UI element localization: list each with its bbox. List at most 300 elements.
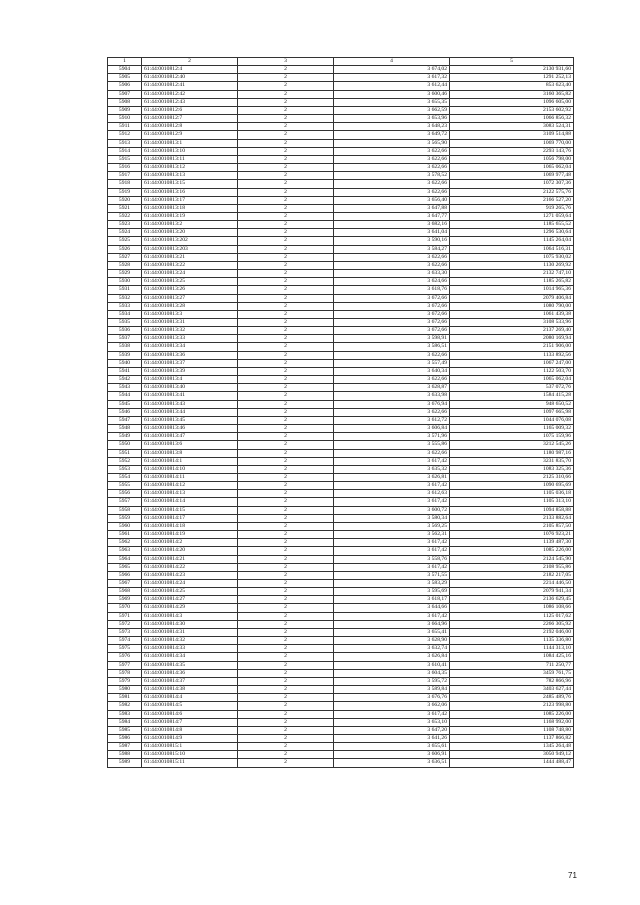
value-cell: 1144 313,10: [450, 645, 574, 653]
value-cell: 1185 265,82: [450, 278, 574, 286]
cadastral-number-cell: 61:44:0010814:31: [142, 628, 238, 636]
cadastral-number-cell: 61:44:0010814:1: [142, 457, 238, 465]
category-cell: 2: [238, 196, 334, 204]
rate-cell: 3 622,66: [334, 449, 450, 457]
table-row: [108, 734, 574, 742]
rate-cell: 3 622,66: [334, 155, 450, 163]
value-cell: 948 650,52: [450, 400, 574, 408]
value-cell: 1083 325,36: [450, 465, 574, 473]
table-row: [108, 612, 574, 620]
category-cell: 2: [238, 261, 334, 269]
table-row: [108, 416, 574, 424]
category-cell: 2: [238, 645, 334, 653]
table-row: [108, 669, 574, 677]
row-number-cell: 5985: [108, 726, 142, 734]
rate-cell: 3 606,91: [334, 751, 450, 759]
cadastral-number-cell: 61:44:0010813:22: [142, 261, 238, 269]
table-row: [108, 172, 574, 180]
row-number-cell: 5917: [108, 172, 142, 180]
row-number-cell: 5913: [108, 139, 142, 147]
table-row: [108, 343, 574, 351]
table-row: [108, 106, 574, 114]
rate-cell: 3 632,74: [334, 645, 450, 653]
row-number-cell: 5967: [108, 580, 142, 588]
cadastral-number-cell: 61:44:0010814:19: [142, 531, 238, 539]
cadastral-number-cell: 61:44:0010812:42: [142, 90, 238, 98]
value-cell: 2153 602,92: [450, 106, 574, 114]
category-cell: 2: [238, 555, 334, 563]
row-number-cell: 5940: [108, 359, 142, 367]
rate-cell: 3 583,29: [334, 580, 450, 588]
row-number-cell: 5974: [108, 637, 142, 645]
row-number-cell: 5942: [108, 376, 142, 384]
row-number-cell: 5933: [108, 302, 142, 310]
value-cell: 2108 955,86: [450, 563, 574, 571]
value-cell: 2166 527,20: [450, 196, 574, 204]
row-number-cell: 5936: [108, 327, 142, 335]
category-cell: 2: [238, 343, 334, 351]
category-cell: 2: [238, 596, 334, 604]
cadastral-number-cell: 61:44:0010814:23: [142, 571, 238, 579]
cadastral-number-cell: 61:44:0010815:1: [142, 743, 238, 751]
row-number-cell: 5987: [108, 743, 142, 751]
rate-cell: 3 590,16: [334, 237, 450, 245]
table-row: [108, 571, 574, 579]
cadastral-number-cell: 61:44:0010813:43: [142, 400, 238, 408]
row-number-cell: 5935: [108, 319, 142, 327]
row-number-cell: 5939: [108, 351, 142, 359]
cadastral-number-cell: 61:44:0010813:25: [142, 278, 238, 286]
table-row: [108, 653, 574, 661]
cadastral-number-cell: 61:44:0010813:37: [142, 359, 238, 367]
category-cell: 2: [238, 172, 334, 180]
category-cell: 2: [238, 164, 334, 172]
value-cell: 782 866,96: [450, 677, 574, 685]
row-number-cell: 5943: [108, 384, 142, 392]
row-number-cell: 5964: [108, 555, 142, 563]
table-row: [108, 351, 574, 359]
row-number-cell: 5932: [108, 294, 142, 302]
table-row: [108, 490, 574, 498]
header-cell-4: 4: [334, 58, 450, 66]
cadastral-number-cell: 61:44:0010814:8: [142, 726, 238, 734]
category-cell: 2: [238, 359, 334, 367]
row-number-cell: 5969: [108, 596, 142, 604]
rate-cell: 3 622,66: [334, 188, 450, 196]
cadastral-number-cell: 61:44:0010813:13: [142, 172, 238, 180]
cadastral-number-cell: 61:44:0010813:203: [142, 245, 238, 253]
value-cell: 3231 835,70: [450, 457, 574, 465]
cadastral-number-cell: 61:44:0010814:35: [142, 661, 238, 669]
category-cell: 2: [238, 237, 334, 245]
category-cell: 2: [238, 286, 334, 294]
cadastral-number-cell: 61:44:0010813:26: [142, 286, 238, 294]
rate-cell: 3 662,06: [334, 702, 450, 710]
table-row: [108, 400, 574, 408]
rate-cell: 3 622,66: [334, 253, 450, 261]
cadastral-number-cell: 61:44:0010813:39: [142, 367, 238, 375]
rate-cell: 3 647,88: [334, 204, 450, 212]
value-cell: 2079 941,34: [450, 588, 574, 596]
category-cell: 2: [238, 490, 334, 498]
category-cell: 2: [238, 82, 334, 90]
table-row: [108, 743, 574, 751]
table-row: [108, 164, 574, 172]
value-cell: 2293 143,76: [450, 147, 574, 155]
category-cell: 2: [238, 221, 334, 229]
header-cell-1: 1: [108, 58, 142, 66]
rate-cell: 3 628,87: [334, 384, 450, 392]
cadastral-number-cell: 61:44:0010813:44: [142, 408, 238, 416]
category-cell: 2: [238, 539, 334, 547]
rate-cell: 3 672,66: [334, 294, 450, 302]
value-cell: 3212 545,26: [450, 441, 574, 449]
rate-cell: 3 641,04: [334, 229, 450, 237]
value-cell: 3108 533,96: [450, 319, 574, 327]
table-row: [108, 302, 574, 310]
category-cell: 2: [238, 514, 334, 522]
table-row: [108, 759, 574, 767]
value-cell: 2136 629,45: [450, 596, 574, 604]
value-cell: 2214 446,50: [450, 580, 574, 588]
cadastral-number-cell: 61:44:0010814:34: [142, 653, 238, 661]
value-cell: 1168 992,00: [450, 718, 574, 726]
row-number-cell: 5928: [108, 261, 142, 269]
value-cell: 1180 987,16: [450, 449, 574, 457]
rate-cell: 3 600,46: [334, 90, 450, 98]
table-row: [108, 522, 574, 530]
cadastral-number-cell: 61:44:0010812:8: [142, 123, 238, 131]
category-cell: 2: [238, 465, 334, 473]
table-row: [108, 482, 574, 490]
category-cell: 2: [238, 661, 334, 669]
row-number-cell: 5931: [108, 286, 142, 294]
table-row: [108, 253, 574, 261]
rate-cell: 3 571,96: [334, 433, 450, 441]
rate-cell: 3 633,98: [334, 392, 450, 400]
category-cell: 2: [238, 441, 334, 449]
cadastral-number-cell: 61:44:0010814:14: [142, 498, 238, 506]
table-row: [108, 82, 574, 90]
cadastral-number-cell: 61:44:0010814:17: [142, 514, 238, 522]
rate-cell: 3 628,90: [334, 637, 450, 645]
rate-cell: 3 622,66: [334, 376, 450, 384]
row-number-cell: 5965: [108, 563, 142, 571]
rate-cell: 3 676,94: [334, 400, 450, 408]
category-cell: 2: [238, 743, 334, 751]
cadastral-number-cell: 61:44:0010813:20: [142, 229, 238, 237]
category-cell: 2: [238, 302, 334, 310]
row-number-cell: 5941: [108, 367, 142, 375]
cadastral-number-cell: 61:44:0010814:33: [142, 645, 238, 653]
cadastral-number-cell: 61:44:0010814:12: [142, 482, 238, 490]
row-number-cell: 5926: [108, 245, 142, 253]
value-cell: 1075 159,96: [450, 433, 574, 441]
value-cell: 2130 931,60: [450, 66, 574, 74]
table-row: [108, 229, 574, 237]
rate-cell: 3 622,66: [334, 261, 450, 269]
value-cell: 2124 545,90: [450, 555, 574, 563]
row-number-cell: 5963: [108, 547, 142, 555]
rate-cell: 3 580,34: [334, 514, 450, 522]
value-cell: 1097 665,98: [450, 408, 574, 416]
row-number-cell: 5984: [108, 718, 142, 726]
cadastral-number-cell: 61:44:0010813:19: [142, 212, 238, 220]
category-cell: 2: [238, 66, 334, 74]
table-row: [108, 155, 574, 163]
rate-cell: 3 578,52: [334, 172, 450, 180]
category-cell: 2: [238, 376, 334, 384]
row-number-cell: 5982: [108, 702, 142, 710]
data-table: [107, 57, 574, 768]
row-number-cell: 5904: [108, 66, 142, 74]
rate-cell: 3 647,77: [334, 212, 450, 220]
row-number-cell: 5918: [108, 180, 142, 188]
value-cell: 2122 575,76: [450, 188, 574, 196]
value-cell: 3160 365,82: [450, 90, 574, 98]
row-number-cell: 5910: [108, 115, 142, 123]
cadastral-number-cell: 61:44:0010814:37: [142, 677, 238, 685]
row-number-cell: 5953: [108, 465, 142, 473]
value-cell: 853 623,40: [450, 82, 574, 90]
page-number: 71: [568, 871, 577, 880]
value-cell: 1044 076,08: [450, 416, 574, 424]
table-row: [108, 131, 574, 139]
category-cell: 2: [238, 482, 334, 490]
table-row: [108, 555, 574, 563]
table-row: [108, 531, 574, 539]
table-row: [108, 245, 574, 253]
row-number-cell: 5919: [108, 188, 142, 196]
cadastral-number-cell: 61:44:0010814:32: [142, 637, 238, 645]
rate-cell: 3 618,76: [334, 286, 450, 294]
rate-cell: 3 626,81: [334, 473, 450, 481]
table-row: [108, 433, 574, 441]
row-number-cell: 5945: [108, 400, 142, 408]
value-cell: 1296 530,64: [450, 229, 574, 237]
cadastral-number-cell: 61:44:0010814:21: [142, 555, 238, 563]
row-number-cell: 5959: [108, 514, 142, 522]
category-cell: 2: [238, 74, 334, 82]
value-cell: 1061 439,38: [450, 310, 574, 318]
category-cell: 2: [238, 204, 334, 212]
category-cell: 2: [238, 245, 334, 253]
category-cell: 2: [238, 400, 334, 408]
table-row: [108, 425, 574, 433]
row-number-cell: 5911: [108, 123, 142, 131]
value-cell: 1125 017,62: [450, 612, 574, 620]
value-cell: 1064 516,31: [450, 245, 574, 253]
cadastral-number-cell: 61:44:0010813:202: [142, 237, 238, 245]
cadastral-number-cell: 61:44:0010813:45: [142, 416, 238, 424]
rate-cell: 3 610,41: [334, 661, 450, 669]
category-cell: 2: [238, 473, 334, 481]
category-cell: 2: [238, 115, 334, 123]
cadastral-number-cell: 61:44:0010813:15: [142, 180, 238, 188]
value-cell: 1056 798,00: [450, 155, 574, 163]
rate-cell: 3 636,51: [334, 759, 450, 767]
cadastral-number-cell: 61:44:0010814:20: [142, 547, 238, 555]
row-number-cell: 5989: [108, 759, 142, 767]
value-cell: 1090 695,69: [450, 482, 574, 490]
cadastral-number-cell: 61:44:0010813:31: [142, 319, 238, 327]
category-cell: 2: [238, 506, 334, 514]
row-number-cell: 5912: [108, 131, 142, 139]
category-cell: 2: [238, 710, 334, 718]
cadastral-number-cell: 61:44:0010813:27: [142, 294, 238, 302]
value-cell: 1584 415,28: [450, 392, 574, 400]
row-number-cell: 5937: [108, 335, 142, 343]
rate-cell: 3 644,66: [334, 604, 450, 612]
value-cell: 919 265,76: [450, 204, 574, 212]
cadastral-number-cell: 61:44:0010813:4: [142, 376, 238, 384]
cadastral-number-cell: 61:44:0010812:41: [142, 82, 238, 90]
row-number-cell: 5958: [108, 506, 142, 514]
value-cell: 1105 036,18: [450, 490, 574, 498]
value-cell: 2105 857,50: [450, 522, 574, 530]
category-cell: 2: [238, 449, 334, 457]
row-number-cell: 5938: [108, 343, 142, 351]
row-number-cell: 5930: [108, 278, 142, 286]
category-cell: 2: [238, 188, 334, 196]
cadastral-number-cell: 61:44:0010813:32: [142, 327, 238, 335]
value-cell: 1130 269,92: [450, 261, 574, 269]
category-cell: 2: [238, 563, 334, 571]
row-number-cell: 5946: [108, 408, 142, 416]
rate-cell: 3 653,96: [334, 115, 450, 123]
table-row: [108, 115, 574, 123]
category-cell: 2: [238, 229, 334, 237]
cadastral-number-cell: 61:44:0010814:29: [142, 604, 238, 612]
category-cell: 2: [238, 253, 334, 261]
table-row: [108, 596, 574, 604]
table-row: [108, 359, 574, 367]
rate-cell: 3 647,20: [334, 726, 450, 734]
cadastral-number-cell: 61:44:0010814:38: [142, 686, 238, 694]
value-cell: 3459 761,75: [450, 669, 574, 677]
category-cell: 2: [238, 392, 334, 400]
cadastral-number-cell: 61:44:0010814:15: [142, 506, 238, 514]
category-cell: 2: [238, 531, 334, 539]
cadastral-number-cell: 61:44:0010813:16: [142, 188, 238, 196]
value-cell: 2182 217,05: [450, 571, 574, 579]
rate-cell: 3 622,66: [334, 408, 450, 416]
table-row: [108, 702, 574, 710]
row-number-cell: 5950: [108, 441, 142, 449]
value-cell: 1069 977,48: [450, 172, 574, 180]
row-number-cell: 5976: [108, 653, 142, 661]
category-cell: 2: [238, 604, 334, 612]
table-row: [108, 270, 574, 278]
value-cell: 1096 605,00: [450, 98, 574, 106]
row-number-cell: 5968: [108, 588, 142, 596]
value-cell: 1105 313,10: [450, 498, 574, 506]
rate-cell: 3 606,84: [334, 425, 450, 433]
category-cell: 2: [238, 310, 334, 318]
cadastral-number-cell: 61:44:0010813:3: [142, 310, 238, 318]
row-number-cell: 5983: [108, 710, 142, 718]
table-row: [108, 449, 574, 457]
rate-cell: 3 622,66: [334, 180, 450, 188]
table-body: [108, 66, 574, 767]
rate-cell: 3 682,16: [334, 221, 450, 229]
cadastral-number-cell: 61:44:0010812:43: [142, 98, 238, 106]
cadastral-number-cell: 61:44:0010813:2: [142, 221, 238, 229]
table-row: [108, 473, 574, 481]
category-cell: 2: [238, 155, 334, 163]
rate-cell: 3 598,91: [334, 335, 450, 343]
cadastral-number-cell: 61:44:0010813:47: [142, 433, 238, 441]
value-cell: 1065 062,04: [450, 164, 574, 172]
cadastral-number-cell: 61:44:0010813:6: [142, 441, 238, 449]
category-cell: 2: [238, 498, 334, 506]
table-row: [108, 123, 574, 131]
category-cell: 2: [238, 571, 334, 579]
table-row: [108, 686, 574, 694]
category-cell: 2: [238, 106, 334, 114]
value-cell: 1067 247,00: [450, 359, 574, 367]
table-row: [108, 604, 574, 612]
table-row: [108, 718, 574, 726]
table-row: [108, 367, 574, 375]
row-number-cell: 5954: [108, 473, 142, 481]
row-number-cell: 5977: [108, 661, 142, 669]
cadastral-number-cell: 61:44:0010812:7: [142, 115, 238, 123]
table-header: [108, 58, 574, 66]
row-number-cell: 5921: [108, 204, 142, 212]
rate-cell: 3 672,66: [334, 327, 450, 335]
category-cell: 2: [238, 588, 334, 596]
row-number-cell: 5915: [108, 155, 142, 163]
category-cell: 2: [238, 294, 334, 302]
value-cell: 2079 406,84: [450, 294, 574, 302]
table-row: [108, 506, 574, 514]
rate-cell: 3 600,72: [334, 506, 450, 514]
value-cell: 1271 059,64: [450, 212, 574, 220]
table-row: [108, 465, 574, 473]
table-row: [108, 694, 574, 702]
table-row: [108, 147, 574, 155]
value-cell: 1065 062,04: [450, 376, 574, 384]
row-number-cell: 5980: [108, 686, 142, 694]
table-row: [108, 384, 574, 392]
table-row: [108, 221, 574, 229]
rate-cell: 3 557,49: [334, 359, 450, 367]
table-row: [108, 98, 574, 106]
value-cell: 1133 892,56: [450, 351, 574, 359]
cadastral-number-cell: 61:44:0010813:46: [142, 425, 238, 433]
row-number-cell: 5978: [108, 669, 142, 677]
category-cell: 2: [238, 98, 334, 106]
table-row: [108, 196, 574, 204]
value-cell: 2151 906,00: [450, 343, 574, 351]
rate-cell: 3 640,34: [334, 367, 450, 375]
rate-cell: 3 655,35: [334, 98, 450, 106]
table-row: [108, 498, 574, 506]
value-cell: 1014 965,36: [450, 286, 574, 294]
table-row: [108, 310, 574, 318]
table-row: [108, 294, 574, 302]
rate-cell: 3 622,66: [334, 164, 450, 172]
rate-cell: 3 617,42: [334, 710, 450, 718]
row-number-cell: 5988: [108, 751, 142, 759]
row-number-cell: 5947: [108, 416, 142, 424]
row-number-cell: 5961: [108, 531, 142, 539]
rate-cell: 3 612,44: [334, 82, 450, 90]
category-cell: 2: [238, 686, 334, 694]
table-row: [108, 637, 574, 645]
category-cell: 2: [238, 457, 334, 465]
